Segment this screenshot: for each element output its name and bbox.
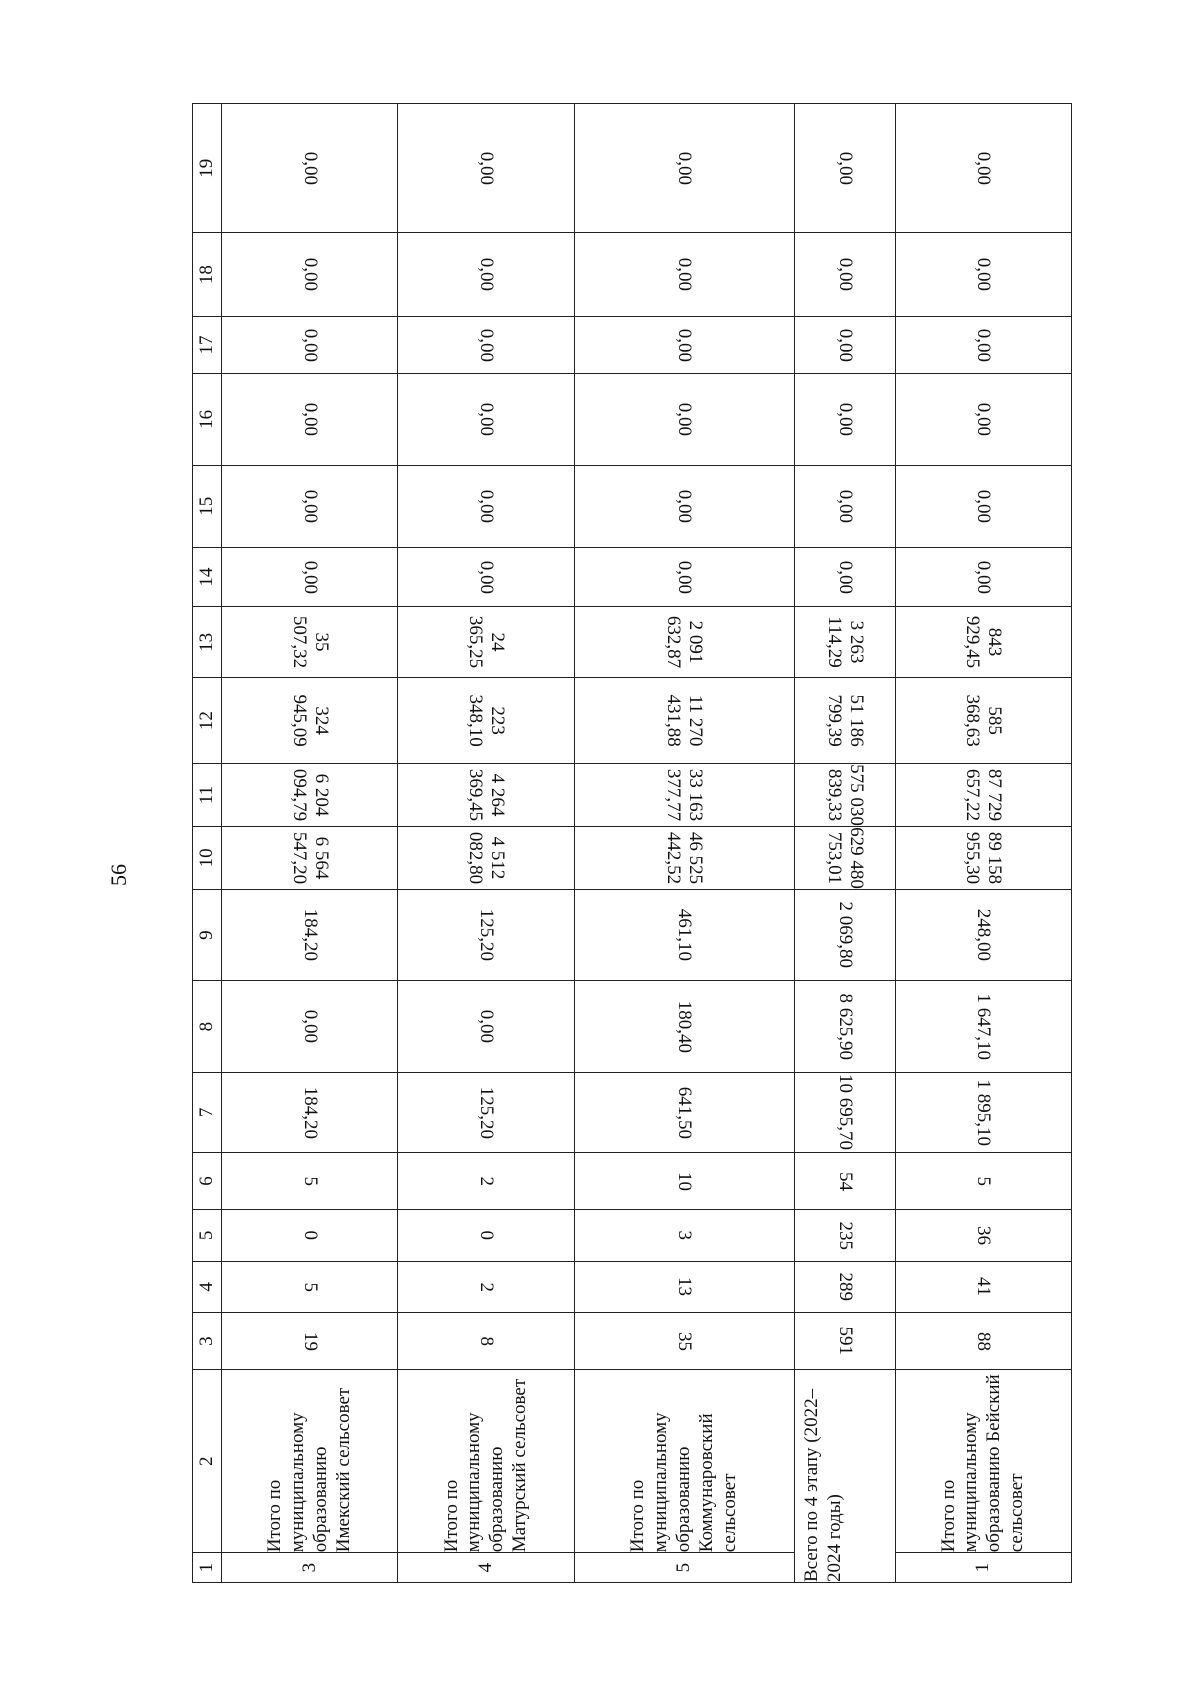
table-cell: [895, 547, 1071, 606]
table-cell: [222, 826, 398, 889]
table-cell: [222, 764, 398, 827]
table-cell: [794, 764, 895, 827]
row-name: Итого по муниципальному образованию Коммунаровский сельсовет: [574, 1370, 794, 1553]
cell-value: 0,00: [973, 328, 995, 362]
cell-value: 35 507,32: [288, 616, 332, 669]
column-header: 6: [193, 1152, 222, 1209]
cell-value: 33 163 377,77: [663, 768, 707, 822]
cell-value: 0,00: [476, 1010, 498, 1044]
cell-value: 0,00: [299, 328, 321, 362]
table-cell: [398, 981, 574, 1073]
cell-value: 324 945,09: [288, 694, 332, 747]
table-cell: [222, 104, 398, 233]
cell-value: 13: [674, 1277, 696, 1297]
row-name: Итого по муниципальному образованию Матурский сельсовет: [398, 1370, 574, 1553]
row-name: Итого по муниципальному образованию Бейский сельсовет: [895, 1370, 1071, 1553]
cell-value: 0,00: [973, 402, 995, 436]
cell-value: 51 186 799,39: [823, 694, 867, 747]
cell-value: 0,00: [973, 258, 995, 292]
table-cell: [794, 104, 895, 233]
cell-value: 0,00: [476, 151, 498, 185]
table-cell: [794, 1152, 895, 1209]
table-cell: [398, 547, 574, 606]
table-cell: [222, 889, 398, 981]
cell-value: 0: [299, 1230, 321, 1241]
cell-value: 0,00: [834, 258, 856, 292]
table-cell: [222, 678, 398, 764]
table-cell: [794, 1313, 895, 1370]
cell-value: 2 091 632,87: [663, 616, 707, 669]
table-cell: [398, 678, 574, 764]
table-cell: [794, 678, 895, 764]
table-cell: [222, 374, 398, 466]
column-header: 13: [193, 607, 222, 678]
row-name: Всего по 4 этапу (2022–2024 годы): [794, 1370, 895, 1583]
table-row: [574, 104, 794, 1583]
cell-value: 5: [299, 1282, 321, 1292]
table-cell: [398, 1152, 574, 1209]
cell-value: 2: [476, 1282, 498, 1292]
table-cell: [794, 826, 895, 889]
cell-value: 184,20: [299, 909, 321, 962]
table-cell: [398, 1313, 574, 1370]
cell-value: 0,00: [834, 489, 856, 523]
column-header: 18: [193, 233, 222, 317]
table-cell: [574, 465, 794, 547]
table-cell: [574, 1152, 794, 1209]
table-cell: [574, 1261, 794, 1312]
table-cell: [895, 316, 1071, 373]
cell-value: 0,00: [973, 560, 995, 594]
table-cell: [895, 607, 1071, 678]
table-cell: [574, 374, 794, 466]
cell-value: 5: [973, 1176, 995, 1186]
table-cell: [794, 465, 895, 547]
table-cell: [794, 1261, 895, 1312]
table-cell: [222, 1210, 398, 1261]
cell-value: 10 695,70: [834, 1074, 856, 1151]
table-cell: [222, 607, 398, 678]
table-container: [192, 103, 1072, 1583]
table-row: [222, 104, 398, 1583]
cell-value: 0,00: [674, 560, 696, 594]
table-cell: [895, 233, 1071, 317]
table-cell: [574, 316, 794, 373]
cell-value: 843 929,45: [962, 616, 1006, 669]
table-cell: [794, 374, 895, 466]
table-cell: [895, 1210, 1071, 1261]
table-cell: [398, 1261, 574, 1312]
column-header: 5: [193, 1210, 222, 1261]
column-header: 16: [193, 374, 222, 466]
cell-value: 0,00: [476, 402, 498, 436]
cell-value: 1 647,10: [973, 993, 995, 1060]
cell-value: 0: [476, 1230, 498, 1241]
cell-value: 0,00: [834, 402, 856, 436]
table-cell: [794, 233, 895, 317]
cell-value: 0,00: [299, 402, 321, 436]
table-cell: [574, 764, 794, 827]
cell-value: 3 263 114,29: [823, 616, 867, 669]
table-cell: [895, 1152, 1071, 1209]
cell-value: 0,00: [674, 258, 696, 292]
table-cell: [895, 826, 1071, 889]
cell-value: 0,00: [299, 1010, 321, 1044]
column-header: 10: [193, 826, 222, 889]
table-cell: [574, 607, 794, 678]
cell-value: 3: [674, 1230, 696, 1241]
cell-value: 10: [674, 1171, 696, 1191]
cell-value: 223 348,10: [465, 694, 509, 747]
row-name: Итого по муниципальному образованию Имекский сельсовет: [222, 1370, 398, 1553]
table-cell: [398, 1210, 574, 1261]
table-cell: [895, 981, 1071, 1073]
table-cell: [398, 233, 574, 317]
cell-value: 0,00: [834, 151, 856, 185]
cell-value: 235: [834, 1221, 856, 1250]
header-row: [193, 104, 222, 1583]
cell-value: 125,20: [476, 1086, 498, 1139]
table-cell: [398, 826, 574, 889]
table-cell: [895, 764, 1071, 827]
table-row: [398, 104, 574, 1583]
column-header: 2: [193, 1370, 222, 1553]
cell-value: 11 270 431,88: [663, 694, 707, 747]
cell-value: 2 069,80: [834, 901, 856, 969]
table-cell: [574, 1313, 794, 1370]
table-cell: [794, 1072, 895, 1152]
cell-value: 0,00: [674, 151, 696, 185]
table-cell: [222, 1313, 398, 1370]
table-cell: [794, 607, 895, 678]
table-cell: [398, 104, 574, 233]
table-cell: [895, 1313, 1071, 1370]
table-cell: [222, 1072, 398, 1152]
table-cell: [222, 1261, 398, 1312]
cell-value: 19: [299, 1331, 321, 1351]
row-index: 4: [398, 1553, 574, 1583]
cell-value: 0,00: [973, 489, 995, 523]
cell-value: 0,00: [674, 328, 696, 362]
page-number: 56: [106, 864, 131, 886]
table-cell: [398, 316, 574, 373]
table-cell: [222, 465, 398, 547]
data-table: [192, 103, 1072, 1583]
cell-value: 54: [834, 1171, 856, 1191]
column-header: 1: [193, 1553, 222, 1583]
cell-value: 36: [973, 1225, 995, 1245]
table-cell: [574, 889, 794, 981]
column-header: 4: [193, 1261, 222, 1312]
cell-value: 0,00: [674, 489, 696, 523]
cell-value: 1 895,10: [973, 1079, 995, 1146]
cell-value: 0,00: [834, 328, 856, 362]
table-cell: [574, 104, 794, 233]
column-header: 12: [193, 678, 222, 764]
column-header: 14: [193, 547, 222, 606]
column-header: 17: [193, 316, 222, 373]
cell-value: 289: [834, 1272, 856, 1302]
column-header: 8: [193, 981, 222, 1073]
table-row: [895, 104, 1071, 1583]
table-cell: [895, 465, 1071, 547]
table-cell: [398, 607, 574, 678]
table-cell: [574, 678, 794, 764]
cell-value: 0,00: [674, 402, 696, 436]
table-cell: [895, 1261, 1071, 1312]
column-header: 3: [193, 1313, 222, 1370]
table-cell: [895, 374, 1071, 466]
table-cell: [222, 981, 398, 1073]
cell-value: 88: [973, 1331, 995, 1351]
cell-value: 575 030 839,33: [823, 764, 867, 826]
cell-value: 87 729 657,22: [962, 768, 1006, 822]
table-cell: [222, 233, 398, 317]
table-cell: [794, 547, 895, 606]
cell-value: 461,10: [674, 909, 696, 962]
cell-value: 0,00: [476, 328, 498, 362]
cell-value: 0,00: [299, 489, 321, 523]
cell-value: 0,00: [476, 258, 498, 292]
table-cell: [222, 316, 398, 373]
table-cell: [574, 826, 794, 889]
cell-value: 4 512 082,80: [465, 831, 509, 885]
cell-value: 248,00: [973, 909, 995, 962]
cell-value: 0,00: [299, 258, 321, 292]
column-header: 11: [193, 764, 222, 827]
table-cell: [574, 1210, 794, 1261]
cell-value: 585 368,63: [962, 694, 1006, 747]
table-cell: [574, 1072, 794, 1152]
cell-value: 89 158 955,30: [962, 831, 1006, 885]
cell-value: 591: [834, 1326, 856, 1356]
table-cell: [222, 547, 398, 606]
table-cell: [794, 1210, 895, 1261]
total-row: [794, 104, 895, 1583]
cell-value: 24 365,25: [465, 616, 509, 669]
table-cell: [895, 889, 1071, 981]
row-index: 3: [222, 1553, 398, 1583]
cell-value: 6 204 094,79: [288, 768, 332, 822]
table-cell: [794, 889, 895, 981]
cell-value: 35: [674, 1331, 696, 1351]
table-cell: [794, 981, 895, 1073]
cell-value: 125,20: [476, 909, 498, 962]
cell-value: 184,20: [299, 1086, 321, 1139]
table-cell: [398, 465, 574, 547]
cell-value: 8 625,90: [834, 993, 856, 1060]
cell-value: 180,40: [674, 1000, 696, 1053]
table-cell: [398, 889, 574, 981]
table-cell: [574, 981, 794, 1073]
cell-value: 46 525 442,52: [663, 831, 707, 885]
table-cell: [398, 764, 574, 827]
cell-value: 4 264 369,45: [465, 768, 509, 822]
row-index: 1: [895, 1553, 1071, 1583]
row-index: 5: [574, 1553, 794, 1583]
table-cell: [222, 1152, 398, 1209]
cell-value: 0,00: [299, 151, 321, 185]
cell-value: 0,00: [476, 560, 498, 594]
cell-value: 8: [476, 1336, 498, 1346]
cell-value: 629 480 753,01: [823, 827, 867, 889]
column-header: 9: [193, 889, 222, 981]
table-cell: [398, 1072, 574, 1152]
table-cell: [895, 1072, 1071, 1152]
cell-value: 41: [973, 1277, 995, 1297]
column-header: 7: [193, 1072, 222, 1152]
table-cell: [574, 547, 794, 606]
cell-value: 2: [476, 1176, 498, 1186]
cell-value: 0,00: [973, 151, 995, 185]
column-header: 19: [193, 104, 222, 233]
cell-value: 641,50: [674, 1086, 696, 1139]
table-cell: [794, 316, 895, 373]
cell-value: 6 564 547,20: [288, 831, 332, 885]
cell-value: 0,00: [476, 489, 498, 523]
table-cell: [895, 678, 1071, 764]
cell-value: 5: [299, 1176, 321, 1186]
column-header: 15: [193, 465, 222, 547]
table-cell: [398, 374, 574, 466]
cell-value: 0,00: [834, 560, 856, 594]
cell-value: 0,00: [299, 560, 321, 594]
table-cell: [895, 104, 1071, 233]
table-cell: [574, 233, 794, 317]
